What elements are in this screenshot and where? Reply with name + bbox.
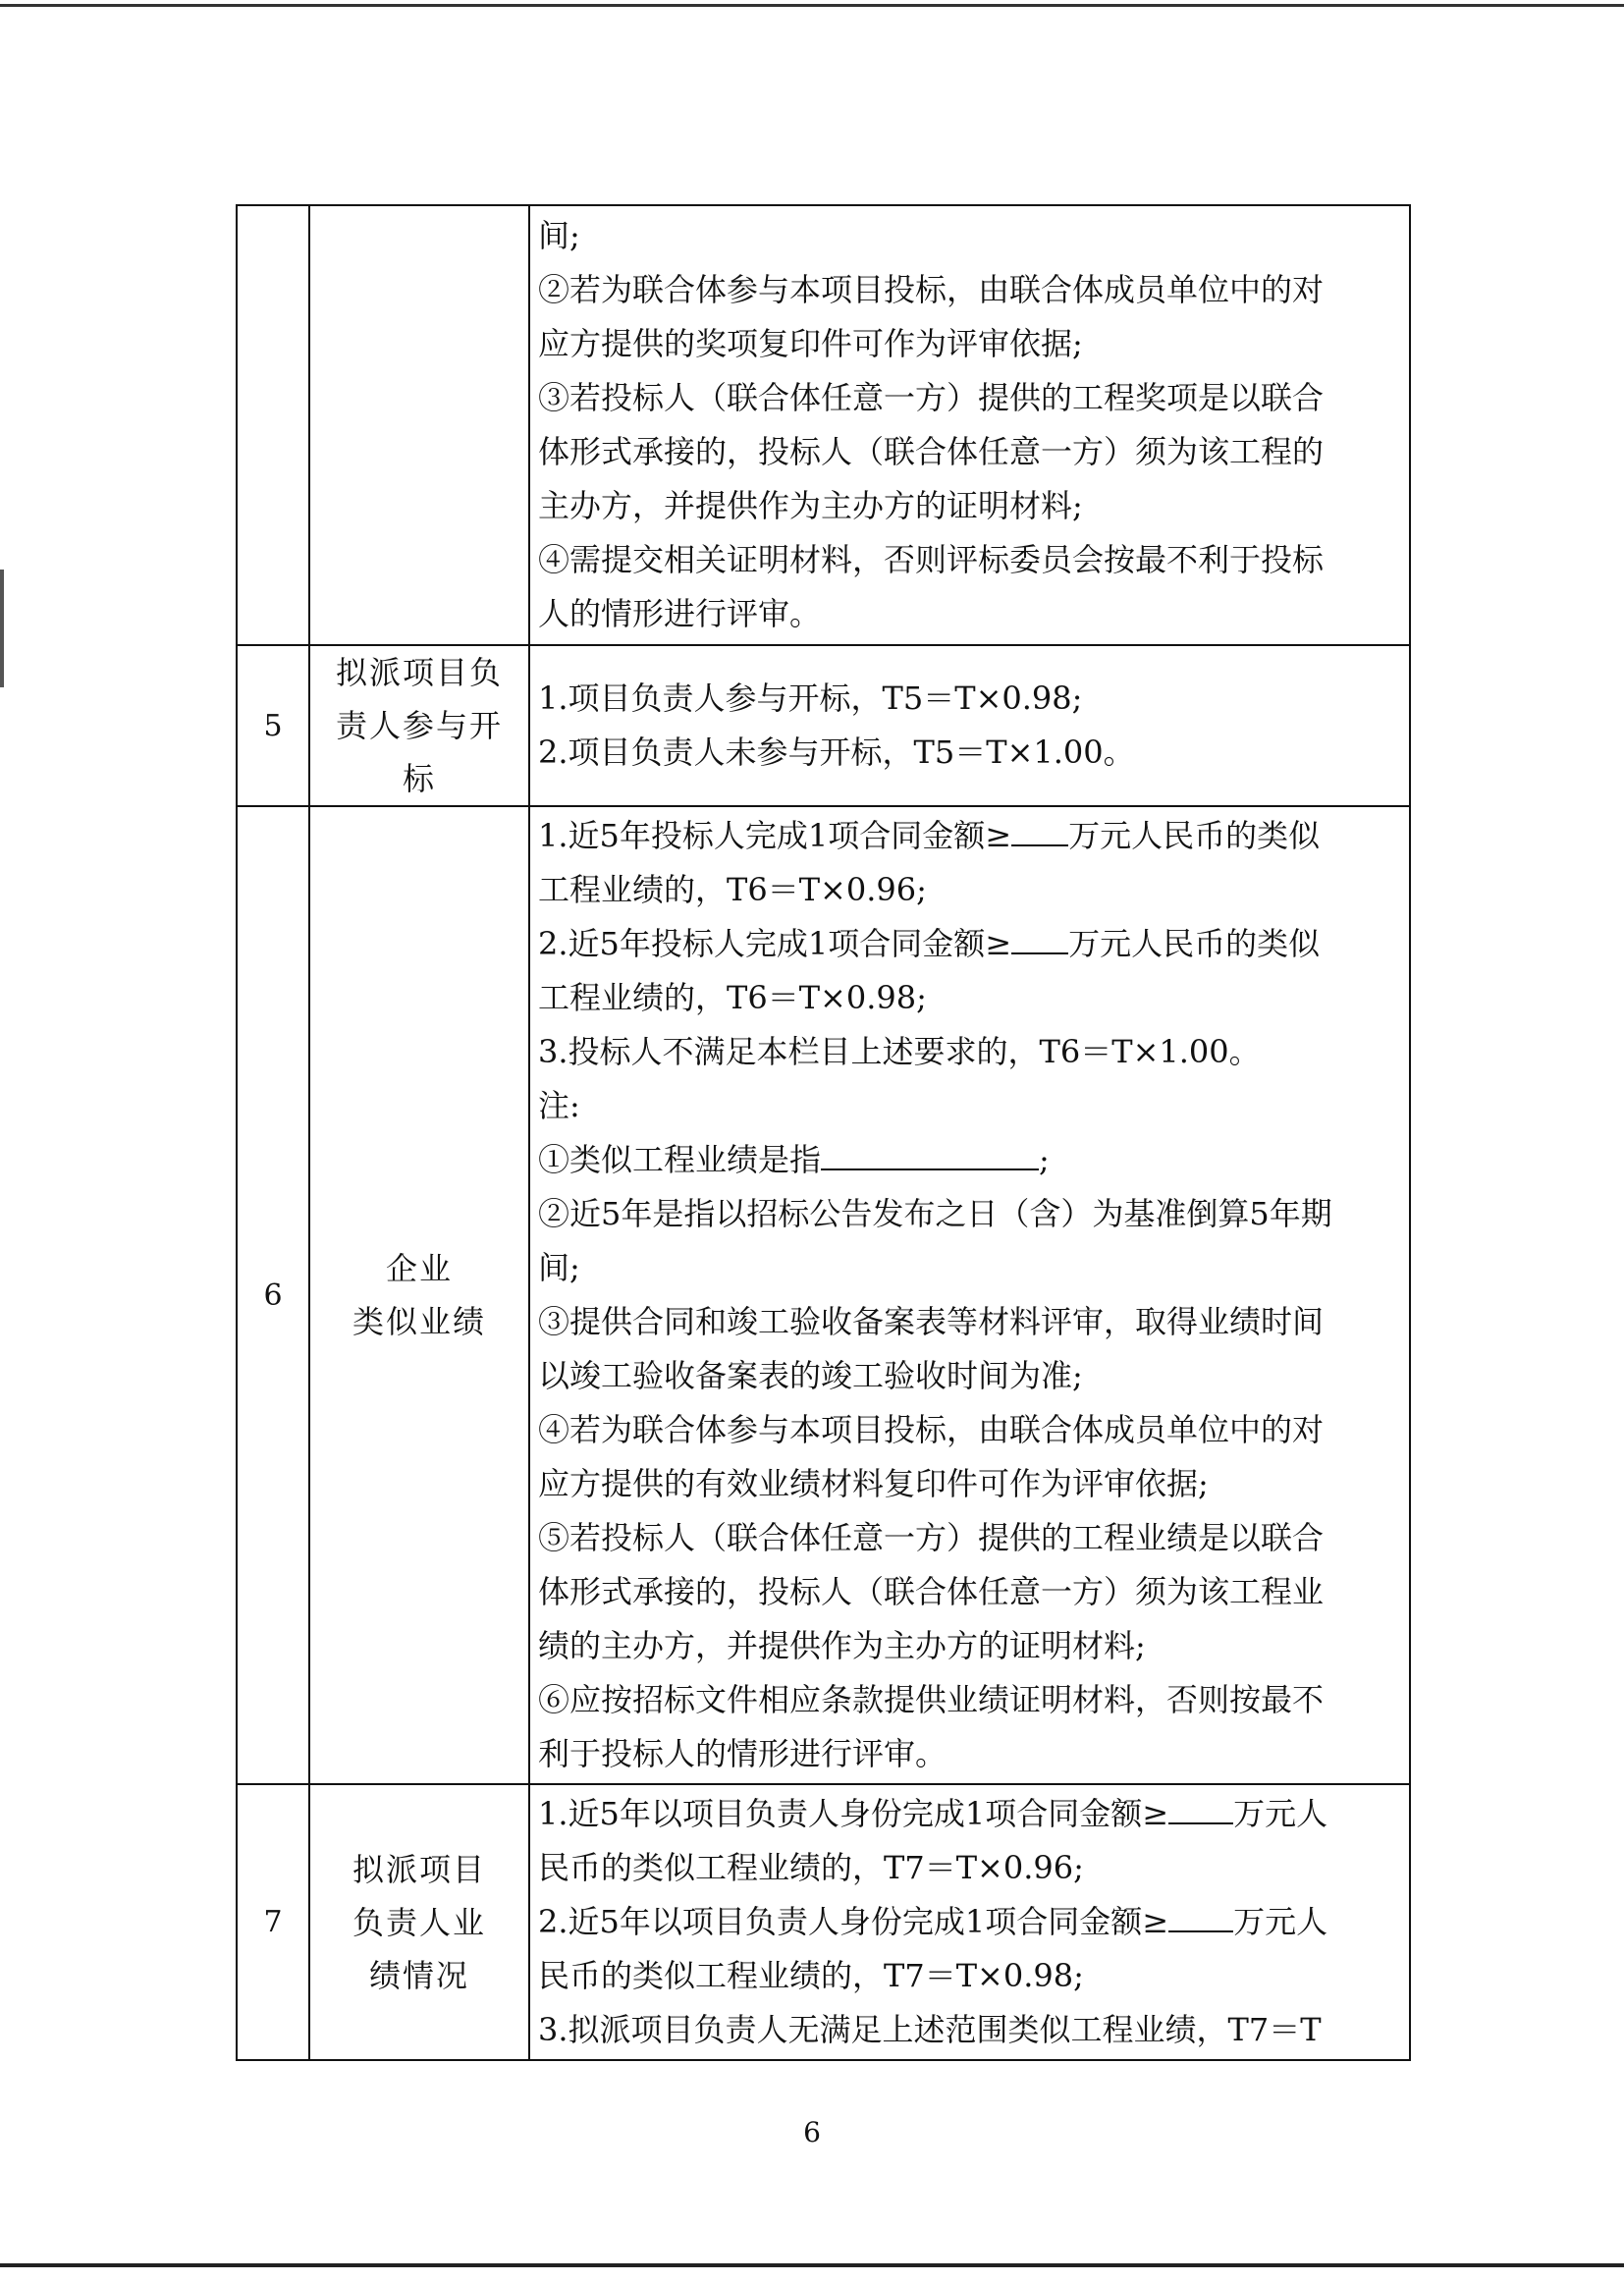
content-text: 主办方，并提供作为主办方的证明材料;: [538, 487, 1083, 524]
content-line: [538, 672, 1401, 726]
content-text: 间;: [538, 217, 580, 254]
content-line: [538, 533, 1401, 587]
row-number: 7: [263, 1905, 283, 1939]
criterion-name-cell: [309, 806, 529, 1784]
content-text: 绩的主办方，并提供作为主办方的证明材料;: [538, 1627, 1146, 1664]
criterion-content-cell: [529, 645, 1410, 806]
scoring-table: [236, 204, 1411, 2061]
content-text: 2.项目负责人未参与开标，T5＝T×1.00。: [538, 734, 1135, 771]
content-line: [538, 1619, 1401, 1673]
content-text: ②若为联合体参与本项目投标，由联合体成员单位中的对: [538, 271, 1325, 308]
criterion-content-cell: [529, 806, 1410, 1784]
criterion-name-line: 负责人业: [352, 1903, 486, 1941]
content-text: 民币的类似工程业绩的，T7＝T×0.98;: [538, 1957, 1084, 1994]
content-text: 2.近5年投标人完成1项合同金额≥: [538, 925, 1012, 962]
content-line: [538, 1511, 1401, 1565]
fill-in-blank: [1011, 813, 1068, 846]
content-text-suffix: 万元人民币的类似: [1068, 817, 1321, 854]
page-number: 6: [803, 2116, 821, 2148]
content-line: [538, 1841, 1401, 1895]
content-line: [538, 917, 1401, 971]
row-number-cell: [237, 205, 309, 645]
table-row: [237, 1784, 1410, 2060]
content-text: 人的情形进行评审。: [538, 595, 822, 632]
content-text-suffix: ;: [1039, 1141, 1050, 1178]
criterion-name-cell: [309, 645, 529, 806]
criterion-name-line: 拟派项目负: [335, 654, 503, 691]
content-text: ③若投标人（联合体任意一方）提供的工程奖项是以联合: [538, 379, 1325, 416]
content-text: 体形式承接的，投标人（联合体任意一方）须为该工程业: [538, 1573, 1325, 1610]
content-line: [538, 263, 1401, 317]
table-row: [237, 645, 1410, 806]
content-line: [538, 1079, 1401, 1133]
content-text: 1.近5年投标人完成1项合同金额≥: [538, 817, 1012, 854]
row-number: 5: [263, 708, 283, 743]
content-text: 应方提供的有效业绩材料复印件可作为评审依据;: [538, 1465, 1209, 1502]
fill-in-blank: [1011, 921, 1068, 954]
criterion-name-line: 企业: [385, 1250, 453, 1287]
content-text: ⑥应按招标文件相应条款提供业绩证明材料，否则按最不: [538, 1681, 1325, 1718]
content-text: 1.项目负责人参与开标，T5＝T×0.98;: [538, 679, 1083, 717]
content-line: [538, 726, 1401, 780]
table-row: [237, 806, 1410, 1784]
content-text: 3.投标人不满足本栏目上述要求的，T6＝T×1.00。: [538, 1033, 1261, 1070]
scan-bottom-border: [0, 2263, 1624, 2267]
content-line: [538, 1565, 1401, 1619]
criterion-name-cell: [309, 205, 529, 645]
content-text: ④若为联合体参与本项目投标，由联合体成员单位中的对: [538, 1411, 1325, 1448]
content-line: [538, 1895, 1401, 1949]
content-line: [538, 1133, 1401, 1187]
content-text: ①类似工程业绩是指: [538, 1141, 822, 1178]
content-text: ②近5年是指以招标公告发布之日（含）为基准倒算5年期: [538, 1195, 1332, 1232]
content-line: [538, 317, 1401, 371]
content-text: 体形式承接的，投标人（联合体任意一方）须为该工程的: [538, 433, 1325, 470]
content-line: [538, 209, 1401, 263]
criterion-name-line: 绩情况: [368, 1956, 469, 1994]
content-text: ③提供合同和竣工验收备案表等材料评审，取得业绩时间: [538, 1303, 1325, 1340]
criterion-name-line: 类似业绩: [352, 1303, 486, 1340]
row-number-cell: [237, 645, 309, 806]
content-line: [538, 371, 1401, 425]
content-text: 1.近5年以项目负责人身份完成1项合同金额≥: [538, 1795, 1169, 1832]
content-text: 以竣工验收备案表的竣工验收时间为准;: [538, 1357, 1083, 1394]
content-line: [538, 1187, 1401, 1241]
content-line: [538, 1949, 1401, 2003]
content-text: 间;: [538, 1249, 580, 1286]
content-line: [538, 863, 1401, 917]
row-number-cell: [237, 1784, 309, 2060]
content-text-suffix: 万元人: [1233, 1795, 1328, 1832]
content-text: 工程业绩的，T6＝T×0.96;: [538, 871, 927, 908]
content-line: [538, 1727, 1401, 1781]
content-line: [538, 1295, 1401, 1349]
table-row: [237, 205, 1410, 645]
criterion-name-line: 拟派项目: [352, 1850, 486, 1888]
content-line: [538, 1025, 1401, 1079]
content-text: 注:: [538, 1087, 580, 1124]
criterion-content-cell: [529, 1784, 1410, 2060]
content-line: [538, 587, 1401, 641]
content-text: 应方提供的奖项复印件可作为评审依据;: [538, 325, 1083, 362]
content-text-suffix: 万元人民币的类似: [1068, 925, 1321, 962]
content-line: [538, 971, 1401, 1025]
row-number-cell: [237, 806, 309, 1784]
content-line: [538, 1673, 1401, 1727]
content-line: [538, 1403, 1401, 1457]
content-text: 民币的类似工程业绩的，T7＝T×0.96;: [538, 1849, 1084, 1886]
content-line: [538, 1457, 1401, 1511]
content-text-suffix: 万元人: [1233, 1903, 1328, 1940]
content-line: [538, 479, 1401, 533]
content-line: [538, 1349, 1401, 1403]
criterion-name-line: 标: [402, 760, 436, 797]
content-line: [538, 2003, 1401, 2057]
content-line: [538, 809, 1401, 863]
content-line: [538, 425, 1401, 479]
content-line: [538, 1787, 1401, 1841]
row-number: 6: [263, 1277, 283, 1313]
content-text: 3.拟派项目负责人无满足上述范围类似工程业绩，T7＝T: [538, 2011, 1322, 2048]
content-line: [538, 1241, 1401, 1295]
fill-in-blank: [1168, 1899, 1233, 1932]
content-text: ⑤若投标人（联合体任意一方）提供的工程业绩是以联合: [538, 1519, 1325, 1556]
content-text: 工程业绩的，T6＝T×0.98;: [538, 979, 927, 1016]
scan-top-border: [0, 4, 1624, 7]
content-text: ④需提交相关证明材料，否则评标委员会按最不利于投标: [538, 541, 1325, 578]
criterion-content-cell: [529, 205, 1410, 645]
scan-left-mark: [0, 570, 4, 687]
fill-in-blank: [1168, 1791, 1233, 1824]
criterion-name-line: 责人参与开: [335, 707, 503, 744]
fill-in-blank: [821, 1137, 1039, 1170]
content-text: 2.近5年以项目负责人身份完成1项合同金额≥: [538, 1903, 1169, 1940]
criterion-name-cell: [309, 1784, 529, 2060]
content-text: 利于投标人的情形进行评审。: [538, 1735, 947, 1772]
